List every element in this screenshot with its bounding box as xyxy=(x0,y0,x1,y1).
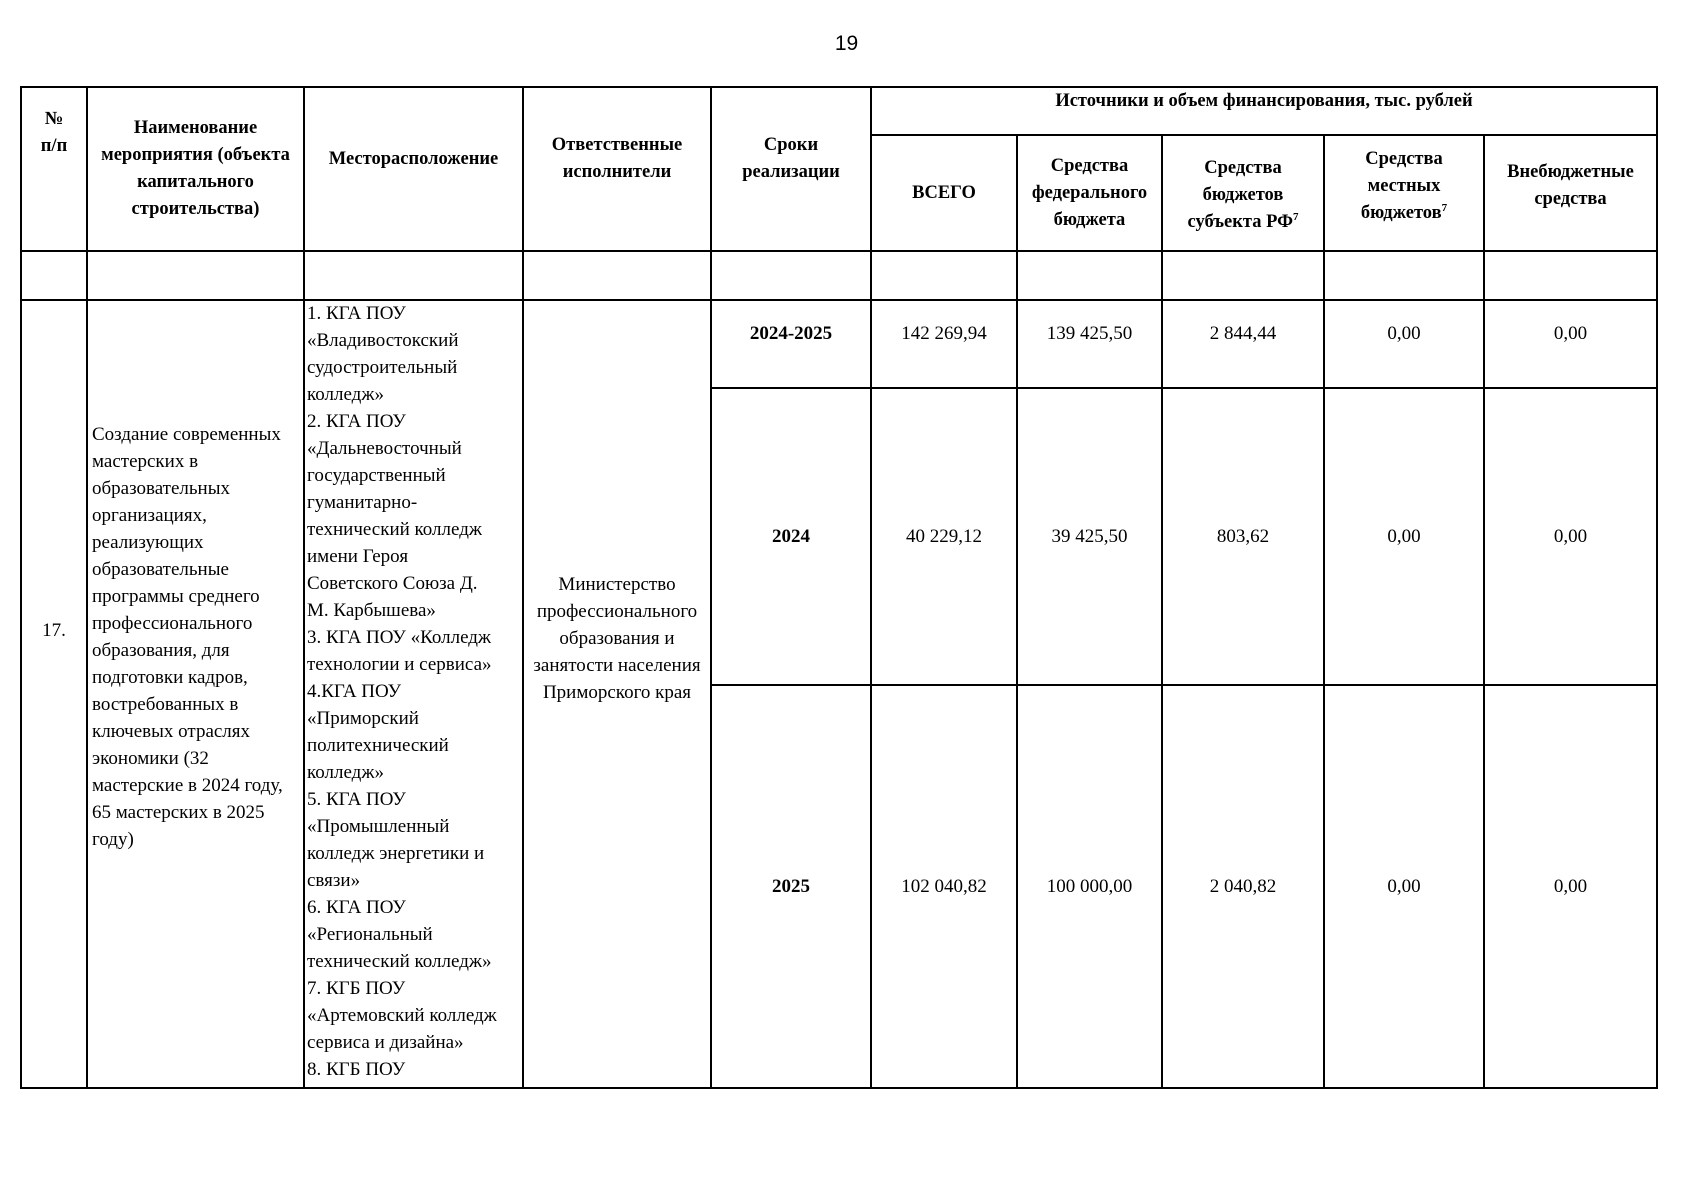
responsible-line: Приморского края xyxy=(542,682,692,703)
header-federal xyxy=(1018,136,1161,250)
period-extra: 0,00 xyxy=(1553,526,1588,547)
location-line: сервиса и дизайна» xyxy=(307,1032,464,1053)
period-regional: 2 844,44 xyxy=(1209,323,1277,344)
event-name-line: образовательных xyxy=(92,478,230,499)
period-term: 2024-2025 xyxy=(749,323,833,344)
period-extra: 0,00 xyxy=(1553,876,1588,897)
location-line: 7. КГБ ПОУ xyxy=(307,978,406,999)
location-line: колледж энергетики и xyxy=(307,843,485,864)
period-local: 0,00 xyxy=(1387,526,1421,547)
location-line: 8. КГБ ПОУ xyxy=(307,1059,406,1080)
header-extra-line: Внебюджетные xyxy=(1507,162,1634,182)
location-line: государственный xyxy=(307,465,446,486)
event-name-line: образовательные xyxy=(92,559,229,580)
location-line: М. Карбышева» xyxy=(307,600,436,621)
table-border-bottom xyxy=(20,1087,1658,1089)
location-line: «Региональный xyxy=(307,924,433,945)
header-name xyxy=(88,88,303,250)
header-num-line: п/п xyxy=(40,136,68,156)
footnote-marker: 7 xyxy=(1441,201,1448,214)
location-line: 2. КГА ПОУ xyxy=(307,411,406,432)
header-local xyxy=(1325,136,1483,236)
header-extra-line: средства xyxy=(1534,189,1607,209)
location-line: колледж» xyxy=(307,762,384,783)
location-line: технический колледж xyxy=(307,519,482,540)
header-regional xyxy=(1163,140,1323,250)
location-line: 3. КГА ПОУ «Колледж xyxy=(307,627,492,648)
location-line: гуманитарно- xyxy=(307,492,418,513)
period-federal: 39 425,50 xyxy=(1051,526,1128,547)
event-name-line: экономики (32 xyxy=(92,748,209,769)
event-name-line: реализующих xyxy=(92,532,204,553)
header-name-line: Наименование xyxy=(133,118,258,138)
column-divider xyxy=(303,86,305,1089)
header-location xyxy=(305,88,522,230)
location-line: «Владивостокский xyxy=(307,330,459,351)
event-name-line: мастерских в xyxy=(92,451,199,472)
period-term: 2025 xyxy=(772,876,810,897)
header-responsible xyxy=(524,88,710,230)
header-responsible-line: Ответственные xyxy=(551,135,683,155)
period-extra: 0,00 xyxy=(1553,323,1588,344)
header-location-text: Месторасположение xyxy=(328,148,499,169)
header-extra xyxy=(1485,136,1656,236)
location-line: колледж» xyxy=(307,384,384,405)
period-federal: 100 000,00 xyxy=(1046,876,1133,897)
location-line: «Промышленный xyxy=(307,816,450,837)
responsible-line: профессионального xyxy=(536,601,698,622)
location-list xyxy=(307,300,523,1083)
event-name-line: году) xyxy=(92,829,134,850)
location-line: 6. КГА ПОУ xyxy=(307,897,406,918)
event-name-line: подготовки кадров, xyxy=(92,667,248,688)
responsible-line: занятости населения xyxy=(533,655,701,676)
row-number-text: 17. xyxy=(42,619,66,641)
location-line: «Артемовский колледж xyxy=(307,1005,497,1026)
location-line: политехнический xyxy=(307,735,449,756)
location-line: технический колледж» xyxy=(307,951,492,972)
header-funding-group-text: Источники и объем финансирования, тыс. рублей xyxy=(1055,90,1473,111)
event-name xyxy=(92,421,302,853)
location-line: технологии и сервиса» xyxy=(307,654,492,675)
period-federal: 139 425,50 xyxy=(1046,323,1133,344)
header-federal-line: Средства xyxy=(1050,155,1129,176)
header-local-line: бюджетов xyxy=(1360,202,1442,223)
period-total: 142 269,94 xyxy=(901,323,987,344)
location-line: «Дальневосточный xyxy=(307,438,462,459)
event-name-line: организациях, xyxy=(92,505,207,526)
period-regional: 2 040,82 xyxy=(1209,876,1277,897)
responsible-executor xyxy=(524,566,710,711)
location-line: 1. КГА ПОУ xyxy=(307,303,406,324)
header-name-line: строительства) xyxy=(131,199,260,219)
header-local-line: местных xyxy=(1367,175,1441,196)
header-funding-group xyxy=(872,86,1656,116)
location-line: Советского Союза Д. xyxy=(307,573,478,594)
header-name-line: капитального xyxy=(137,172,254,192)
period-total: 102 040,82 xyxy=(901,876,987,897)
header-terms-line: Сроки xyxy=(763,135,819,155)
location-line: имени Героя xyxy=(307,546,409,567)
event-name-line: образования, для xyxy=(92,640,230,661)
location-line: 4.КГА ПОУ xyxy=(307,681,402,702)
header-total-text: ВСЕГО xyxy=(912,182,976,203)
period-regional: 803,62 xyxy=(1216,526,1270,547)
period-total: 40 229,12 xyxy=(906,526,982,547)
header-federal-line: федерального xyxy=(1031,182,1148,203)
row-number xyxy=(22,600,86,660)
header-terms-line: реализации xyxy=(742,162,840,182)
period-term: 2024 xyxy=(772,526,810,547)
period-local: 0,00 xyxy=(1387,323,1421,344)
header-federal-line: бюджета xyxy=(1053,209,1126,230)
row-divider xyxy=(20,250,1658,252)
page-number: 19 xyxy=(834,32,859,55)
header-regional-line: субъекта РФ xyxy=(1187,211,1293,232)
responsible-line: образования и xyxy=(559,628,675,649)
event-name-line: программы среднего xyxy=(92,586,260,607)
table-border-left xyxy=(20,86,22,1089)
header-num xyxy=(22,100,86,180)
event-name-line: профессионального xyxy=(92,613,253,634)
event-name-line: 65 мастерских в 2025 xyxy=(92,802,265,823)
header-terms xyxy=(712,88,870,230)
header-name-line: мероприятия (объекта xyxy=(101,145,290,165)
event-name-line: мастерские в 2024 году, xyxy=(92,775,283,796)
header-total xyxy=(872,136,1016,250)
footnote-marker: 7 xyxy=(1292,210,1299,223)
period-local: 0,00 xyxy=(1387,876,1421,897)
location-line: судостроительный xyxy=(307,357,458,378)
event-name-line: Создание современных xyxy=(92,424,281,445)
event-name-line: ключевых отраслях xyxy=(92,721,251,742)
location-line: «Приморский xyxy=(307,708,419,729)
header-responsible-line: исполнители xyxy=(562,162,672,182)
table-border-right xyxy=(1656,86,1658,1089)
location-line: 5. КГА ПОУ xyxy=(307,789,406,810)
event-name-line: востребованных в xyxy=(92,694,239,715)
header-num-line: № xyxy=(44,109,64,129)
header-regional-line: Средства xyxy=(1204,157,1282,178)
responsible-line: Министерство xyxy=(558,574,676,595)
header-local-line: Средства xyxy=(1365,148,1443,169)
header-regional-line: бюджетов xyxy=(1202,184,1284,205)
location-line: связи» xyxy=(307,870,361,891)
